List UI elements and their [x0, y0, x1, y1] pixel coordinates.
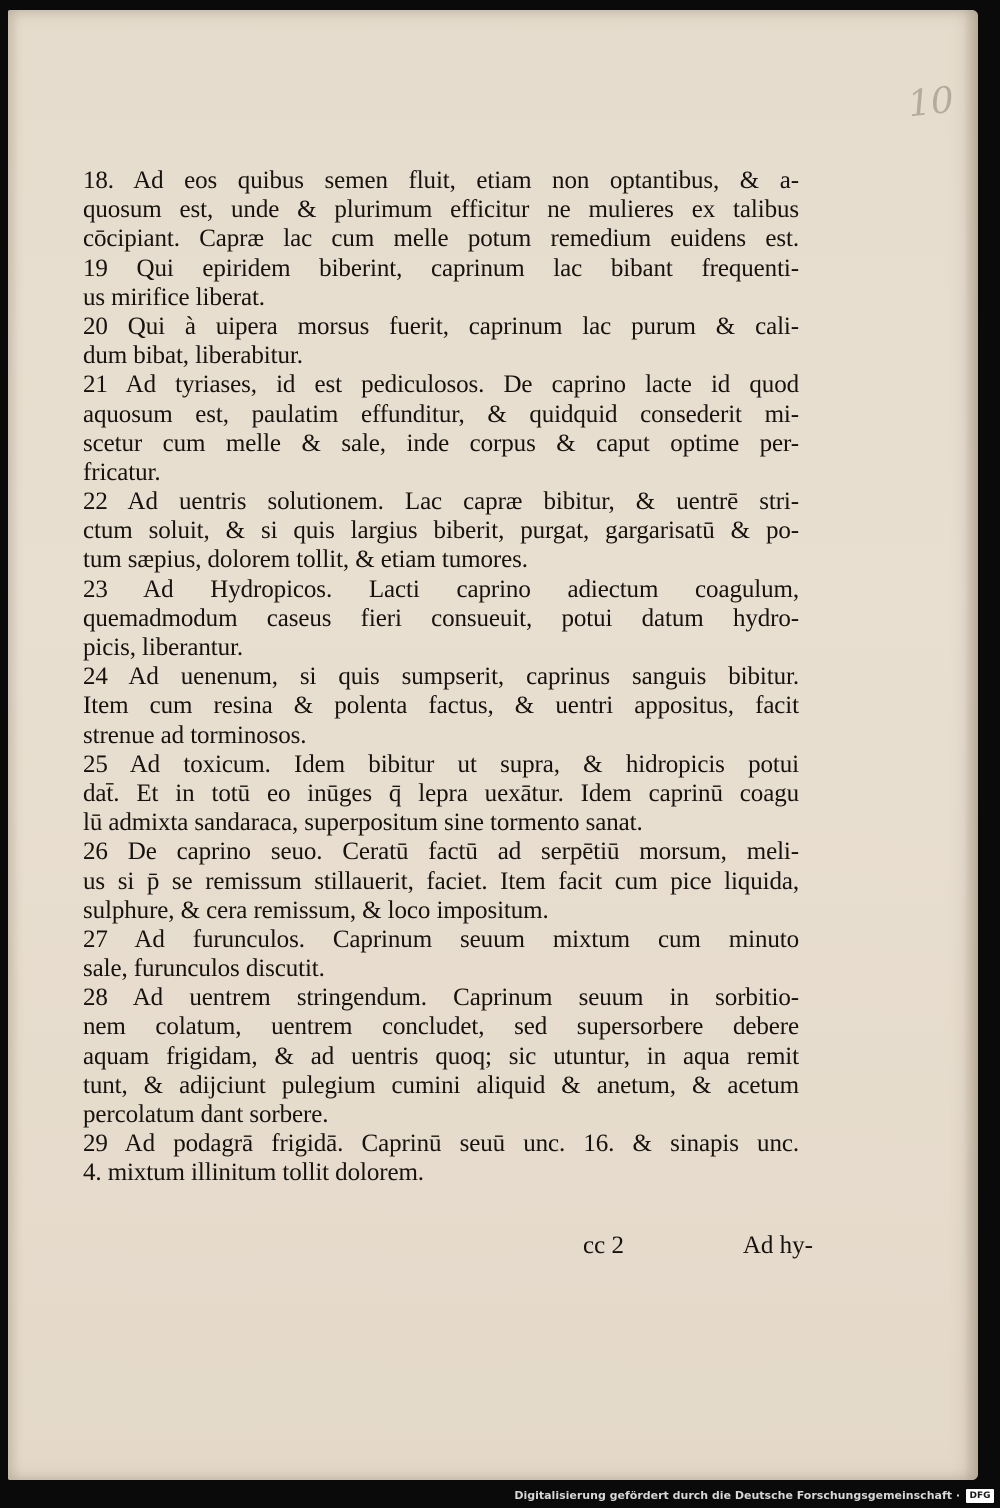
- dfg-logo-icon: DFG: [966, 1489, 994, 1503]
- text-line: aquam frigidam, & ad uentris quoq; sic utuntur, in aqua remit: [83, 1042, 799, 1070]
- text-line: us si p̄ se remissum stillauerit, faciet. Item facit cum pice liquida,: [83, 867, 799, 895]
- text-line: 22 Ad uentris solutionem. Lac capræ bibitur, & uentrē stri-: [83, 488, 799, 516]
- text-line: dum bibat, liberabitur.: [83, 342, 303, 370]
- text-line: us mirifice liberat.: [83, 283, 265, 311]
- book-page: [8, 10, 978, 1480]
- catchword: Ad hy-: [742, 1232, 813, 1259]
- text-line: 25 Ad toxicum. Idem bibitur ut supra, & hidropicis potui: [83, 750, 799, 778]
- text-line: strenue ad torminosos.: [83, 721, 307, 749]
- text-line: cōcipiant. Capræ lac cum melle potum remedium euidens est.: [83, 225, 799, 253]
- text-line: 28 Ad uentrem stringendum. Caprinum seuum in sorbitio-: [83, 984, 799, 1012]
- text-line: Item cum resina & polenta factus, & uentri appositus, facit: [83, 692, 799, 720]
- text-line: 21 Ad tyriases, id est pediculosos. De caprino lacte id quod: [83, 371, 799, 399]
- credit-bar: [0, 1480, 1000, 1508]
- text-line: 4. mixtum illinitum tollit dolorem.: [83, 1159, 424, 1187]
- page-text-block: [83, 166, 799, 1188]
- text-line: quemadmodum caseus fieri consueuit, potui datum hydro-: [83, 604, 799, 632]
- page-footer: [583, 1232, 813, 1266]
- text-line: sulphure, & cera remissum, & loco impositum.: [83, 896, 549, 924]
- text-line: ctum soluit, & si quis largius biberit, purgat, gargarisatū & po-: [83, 517, 799, 545]
- text-line: 27 Ad furunculos. Caprinum seuum mixtum cum minuto: [83, 925, 799, 953]
- text-line: 18. Ad eos quibus semen fluit, etiam non optantibus, & a-: [83, 167, 799, 194]
- page-edge-shadow: [964, 10, 978, 1480]
- text-line: lū admixta sandaraca, superpositum sine tormento sanat.: [83, 809, 643, 837]
- text-line: 29 Ad podagrā frigidā. Caprinū seuū unc. 16. & sinapis unc.: [83, 1130, 799, 1158]
- text-line: 23 Ad Hydropicos. Lacti caprino adiectum coagulum,: [83, 575, 799, 603]
- text-line: aquosum est, paulatim effunditur, & quidquid consederit mi-: [83, 400, 799, 428]
- text-line: 19 Qui epiridem biberint, caprinum lac bibant frequenti-: [83, 254, 799, 282]
- signature-mark: cc 2: [583, 1232, 624, 1259]
- funding-credit: Digitalisierung gefördert durch die Deutsche Forschungsgemeinschaft ·: [514, 1489, 960, 1502]
- text-line: fricatur.: [83, 458, 161, 486]
- text-line: dat̄. Et in totū eo inūges q̄ lepra uexātur. Idem caprinū coagu: [83, 779, 799, 807]
- text-line: percolatum dant sorbere.: [83, 1101, 329, 1128]
- text-line: sale, furunculos discutit.: [83, 955, 325, 983]
- text-line: nem colatum, uentrem concludet, sed supersorbere debere: [83, 1013, 799, 1041]
- handwritten-folio-number: 10: [905, 79, 956, 126]
- text-line: tunt, & adijciunt pulegium cumini aliquid & anetum, & acetum: [83, 1071, 799, 1099]
- text-line: tum sæpius, dolorem tollit, & etiam tumores.: [83, 546, 528, 574]
- text-line: 24 Ad uenenum, si quis sumpserit, caprinus sanguis bibitur.: [83, 663, 799, 691]
- text-line: picis, liberantur.: [83, 634, 243, 661]
- text-line: quosum est, unde & plurimum efficitur ne mulieres ex talibus: [83, 196, 799, 224]
- text-line: 20 Qui à uipera morsus fuerit, caprinum lac purum & cali-: [83, 312, 799, 340]
- text-line: 26 De caprino seuo. Ceratū factū ad serpētiū morsum, meli-: [83, 838, 799, 866]
- text-line: scetur cum melle & sale, inde corpus & caput optime per-: [83, 429, 799, 457]
